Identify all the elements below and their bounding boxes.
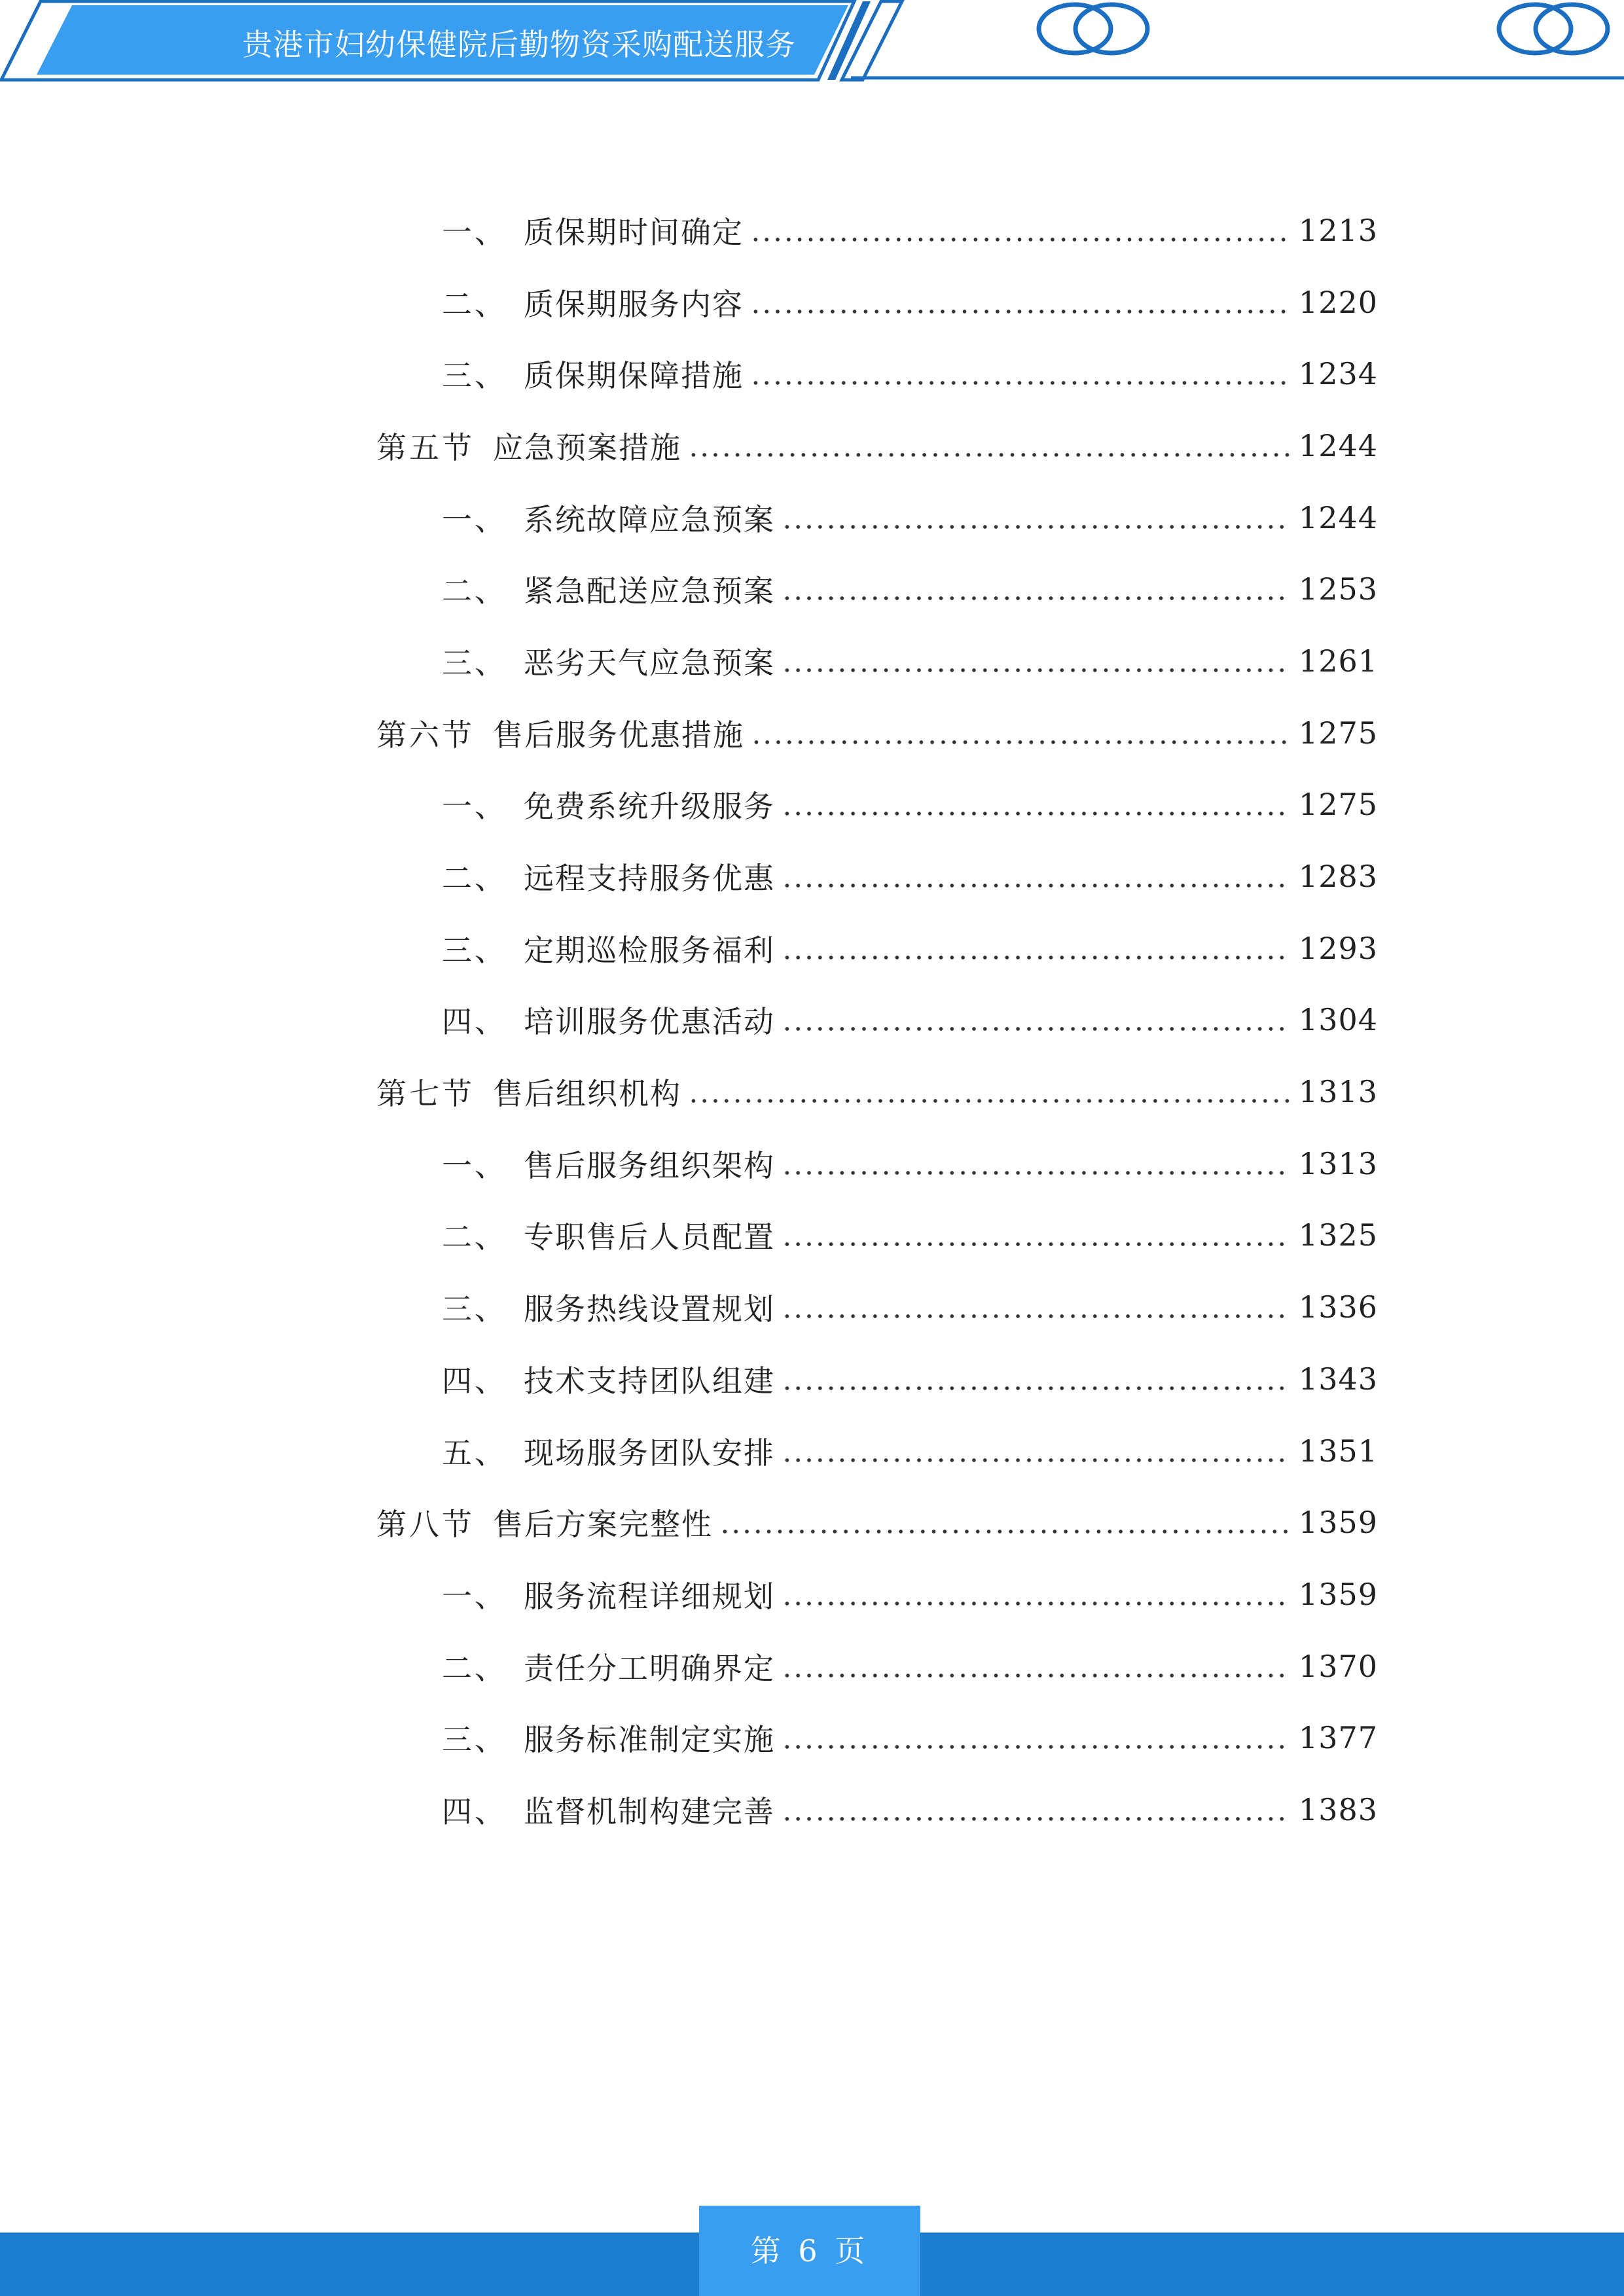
toc-entry-number: 二、 <box>442 286 507 322</box>
toc-dot-leader <box>750 287 1291 317</box>
toc-entry-title: 紧急配送应急预案 <box>524 573 775 609</box>
toc-subsection-entry[interactable] <box>376 840 1378 912</box>
toc-entry-number: 三、 <box>442 358 507 394</box>
toc-entry-number: 三、 <box>442 1722 507 1758</box>
toc-entry-page: 1234 <box>1298 356 1378 392</box>
toc-entry-page: 1336 <box>1298 1289 1378 1325</box>
header-title: 贵港市妇幼保健院后勤物资采购配送服务 <box>242 27 796 62</box>
toc-entry-title: 质保期时间确定 <box>524 214 744 250</box>
toc-entry-number: 第七节 <box>376 1076 475 1112</box>
toc-subsection-entry[interactable] <box>376 984 1378 1056</box>
toc-entry-page: 1377 <box>1298 1720 1378 1756</box>
toc-subsection-entry[interactable] <box>376 482 1378 554</box>
toc-entry-number: 五、 <box>442 1435 507 1471</box>
table-of-contents <box>376 194 1378 1846</box>
toc-subsection-entry[interactable] <box>376 1128 1378 1200</box>
toc-entry-title: 技术支持团队组建 <box>524 1363 775 1399</box>
toc-entry-number: 四、 <box>442 1004 507 1040</box>
toc-entry-page: 1304 <box>1298 1002 1378 1038</box>
toc-entry-title: 售后组织机构 <box>493 1076 681 1112</box>
toc-entry-title: 售后服务优惠措施 <box>493 717 744 753</box>
toc-entry-page: 1275 <box>1298 787 1378 823</box>
toc-subsection-entry[interactable] <box>376 1271 1378 1343</box>
toc-entry-number: 四、 <box>442 1363 507 1399</box>
toc-entry-number: 一、 <box>442 1147 507 1183</box>
toc-dot-leader <box>782 1149 1291 1179</box>
toc-entry-number: 第六节 <box>376 717 475 753</box>
toc-section-entry[interactable] <box>376 410 1378 482</box>
toc-dot-leader <box>782 1292 1291 1322</box>
toc-subsection-entry[interactable] <box>376 1702 1378 1774</box>
toc-subsection-entry[interactable] <box>376 338 1378 410</box>
toc-entry-page: 1220 <box>1298 284 1378 320</box>
toc-entry-page: 1244 <box>1298 499 1378 535</box>
toc-entry-title: 服务流程详细规划 <box>524 1578 775 1614</box>
toc-entry-page: 1283 <box>1298 859 1378 895</box>
toc-entry-number: 二、 <box>442 861 507 897</box>
double-ring-logo-icon <box>1494 0 1612 58</box>
toc-subsection-entry[interactable] <box>376 1558 1378 1630</box>
toc-entry-number: 一、 <box>442 501 507 537</box>
toc-entry-number: 二、 <box>442 1650 507 1686</box>
toc-entry-page: 1253 <box>1298 571 1378 607</box>
toc-dot-leader <box>750 215 1291 245</box>
toc-entry-page: 1343 <box>1298 1361 1378 1397</box>
toc-subsection-entry[interactable] <box>376 266 1378 338</box>
toc-subsection-entry[interactable] <box>376 1343 1378 1415</box>
toc-entry-page: 1351 <box>1298 1433 1378 1469</box>
toc-entry-page: 1325 <box>1298 1217 1378 1253</box>
toc-dot-leader <box>782 1005 1291 1035</box>
toc-dot-leader <box>782 1436 1291 1466</box>
toc-subsection-entry[interactable] <box>376 194 1378 266</box>
double-ring-logo-icon <box>1034 0 1152 58</box>
toc-entry-number: 三、 <box>442 932 507 968</box>
toc-entry-number: 第八节 <box>376 1507 475 1543</box>
toc-dot-leader <box>782 503 1291 533</box>
toc-entry-title: 服务热线设置规划 <box>524 1291 775 1327</box>
toc-entry-title: 定期巡检服务福利 <box>524 932 775 968</box>
toc-entry-page: 1383 <box>1298 1791 1378 1827</box>
toc-entry-page: 1293 <box>1298 930 1378 966</box>
toc-entry-title: 现场服务团队安排 <box>524 1435 775 1471</box>
toc-entry-number: 一、 <box>442 789 507 825</box>
toc-dot-leader <box>782 1723 1291 1753</box>
toc-dot-leader <box>782 933 1291 963</box>
toc-entry-number: 一、 <box>442 1578 507 1614</box>
toc-dot-leader <box>782 1220 1291 1250</box>
toc-dot-leader <box>782 574 1291 604</box>
toc-dot-leader <box>782 1651 1291 1681</box>
toc-entry-page: 1313 <box>1298 1145 1378 1181</box>
toc-dot-leader <box>782 646 1291 676</box>
toc-entry-title: 监督机制构建完善 <box>524 1793 775 1829</box>
toc-entry-title: 责任分工明确界定 <box>524 1650 775 1686</box>
toc-entry-page: 1313 <box>1298 1074 1378 1110</box>
toc-entry-title: 恶劣天气应急预案 <box>524 645 775 681</box>
toc-entry-number: 第五节 <box>376 429 475 465</box>
toc-entry-number: 一、 <box>442 214 507 250</box>
toc-dot-leader <box>782 1579 1291 1609</box>
toc-entry-page: 1213 <box>1298 212 1378 248</box>
toc-section-entry[interactable] <box>376 697 1378 769</box>
toc-subsection-entry[interactable] <box>376 912 1378 984</box>
toc-entry-page: 1261 <box>1298 643 1378 679</box>
toc-entry-title: 服务标准制定实施 <box>524 1722 775 1758</box>
toc-dot-leader <box>782 1364 1291 1394</box>
toc-entry-title: 培训服务优惠活动 <box>524 1004 775 1040</box>
toc-dot-leader <box>688 431 1291 461</box>
toc-entry-number: 二、 <box>442 1219 507 1255</box>
toc-entry-title: 售后方案完整性 <box>493 1507 713 1543</box>
toc-dot-leader <box>751 718 1291 748</box>
footer-page-number: 第 6 页 <box>750 2233 869 2269</box>
toc-subsection-entry[interactable] <box>376 1630 1378 1702</box>
toc-entry-number: 二、 <box>442 573 507 609</box>
toc-dot-leader <box>782 861 1291 891</box>
toc-subsection-entry[interactable] <box>376 1200 1378 1272</box>
toc-entry-page: 1359 <box>1298 1505 1378 1541</box>
toc-entry-title: 系统故障应急预案 <box>524 501 775 537</box>
toc-dot-leader <box>719 1507 1291 1537</box>
toc-entry-page: 1359 <box>1298 1576 1378 1612</box>
toc-entry-number: 四、 <box>442 1793 507 1829</box>
toc-subsection-entry[interactable] <box>376 1774 1378 1846</box>
toc-entry-number: 三、 <box>442 1291 507 1327</box>
toc-entry-title: 质保期保障措施 <box>524 358 744 394</box>
toc-entry-title: 应急预案措施 <box>493 429 681 465</box>
toc-subsection-entry[interactable] <box>376 625 1378 697</box>
toc-dot-leader <box>782 789 1291 819</box>
toc-entry-number: 三、 <box>442 645 507 681</box>
toc-entry-page: 1370 <box>1298 1648 1378 1684</box>
toc-entry-title: 质保期服务内容 <box>524 286 744 322</box>
toc-entry-title: 免费系统升级服务 <box>524 789 775 825</box>
page-header <box>0 0 1624 85</box>
toc-entry-title: 远程支持服务优惠 <box>524 861 775 897</box>
toc-entry-page: 1275 <box>1298 715 1378 751</box>
toc-subsection-entry[interactable] <box>376 769 1378 841</box>
toc-subsection-entry[interactable] <box>376 553 1378 625</box>
toc-section-entry[interactable] <box>376 1056 1378 1128</box>
toc-entry-title: 专职售后人员配置 <box>524 1219 775 1255</box>
toc-subsection-entry[interactable] <box>376 1415 1378 1487</box>
footer-page-box <box>699 2206 920 2296</box>
toc-dot-leader <box>782 1795 1291 1825</box>
toc-entry-title: 售后服务组织架构 <box>524 1147 775 1183</box>
toc-entry-page: 1244 <box>1298 427 1378 463</box>
toc-dot-leader <box>688 1077 1291 1107</box>
toc-dot-leader <box>750 359 1291 389</box>
toc-section-entry[interactable] <box>376 1486 1378 1558</box>
